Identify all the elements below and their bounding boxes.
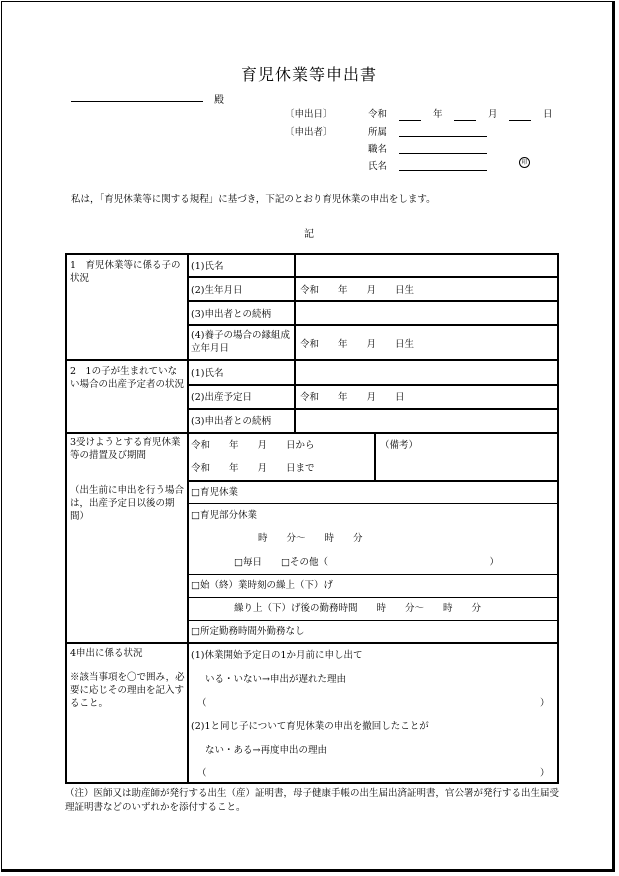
remarks-label: （備考）: [380, 440, 419, 451]
period-from-field[interactable]: 令和 年 月 日から: [191, 440, 315, 451]
s2-name-field[interactable]: [298, 362, 555, 383]
section-4-subnote: ※該当事項を〇で囲み，必要に応じその理由を記入すること。: [70, 672, 185, 709]
q1-reason-open: （: [197, 698, 207, 709]
s2-relation-label: (3)申出者との続柄: [191, 416, 271, 427]
section-divider: [67, 432, 557, 434]
row-divider: [187, 620, 557, 621]
month-label: 月: [488, 109, 498, 120]
row-divider: [187, 503, 557, 504]
month-field[interactable]: [454, 120, 476, 121]
q1-reason-close: ）: [540, 698, 550, 709]
s2-due-date-label: (2)出産予定日: [191, 392, 252, 403]
seal-mark-icon: 印: [519, 157, 530, 168]
s1-relation-label: (3)申出者との続柄: [191, 309, 271, 320]
day-field[interactable]: [509, 120, 531, 121]
day-label: 日: [543, 109, 553, 120]
row-divider: [187, 408, 557, 410]
section-3-subnote: （出生前に申出を行う場合は，出産予定日以後の期間）: [70, 485, 185, 522]
row-divider: [187, 384, 557, 386]
q2-reason-field[interactable]: [210, 765, 535, 781]
column-divider: [374, 432, 376, 480]
s1-birthdate-field[interactable]: 令和 年 月 日生: [300, 285, 415, 296]
q1-text: (1)休業開始予定日の1か月前に申し出て: [191, 650, 363, 661]
s1-adoption-label: (4)養子の場合の縁組成立年月日: [191, 330, 290, 354]
ki-heading: 記: [304, 229, 314, 240]
name-label: 氏名: [368, 161, 388, 172]
q2-text: (2)1と同じ子について育児休業の申出を撤回したことが: [191, 721, 429, 732]
position-label: 職名: [368, 144, 388, 155]
addressee-field[interactable]: [71, 101, 203, 102]
row-divider: [187, 574, 557, 575]
s1-child-name-field[interactable]: [298, 256, 555, 275]
partial-leave-frequency[interactable]: □毎日 □その他（ ）: [234, 557, 499, 568]
section-3-label: 3受けようとする育児休業等の措置及び期間: [70, 437, 181, 461]
applicant-label: 〔申出者〕: [285, 127, 333, 138]
s1-child-name-label: (1)氏名: [191, 261, 224, 272]
s2-name-label: (1)氏名: [191, 368, 224, 379]
dept-label: 所属: [368, 127, 388, 138]
option-no-overtime[interactable]: □所定勤務時間外勤務なし: [191, 626, 305, 637]
option-childcare-leave[interactable]: □育児休業: [191, 487, 238, 498]
row-divider: [187, 597, 557, 598]
row-divider: [187, 300, 557, 302]
s2-due-date-field[interactable]: 令和 年 月 日: [300, 392, 405, 403]
section-1-label: 1 育児休業等に係る子の状況: [70, 260, 181, 284]
footnote: （注）医師又は助産師が発行する出生（産）証明書，母子健康手帳の出生届出済証明書，官公署が発行する出生届受理証明書などのいずれかを添付すること。: [65, 788, 560, 813]
document-title: 育児休業等申出書: [240, 65, 377, 84]
s2-relation-field[interactable]: [298, 411, 555, 431]
option-partial-leave[interactable]: □育児部分休業: [191, 510, 257, 521]
s1-relation-field[interactable]: [298, 303, 555, 323]
s1-birthdate-label: (2)生年月日: [191, 285, 243, 296]
row-divider: [187, 276, 557, 278]
name-field[interactable]: [399, 170, 487, 171]
addressee-suffix: 殿: [214, 95, 224, 106]
year-field[interactable]: [399, 120, 421, 121]
column-divider: [294, 255, 296, 432]
q1-answer-field[interactable]: いる・いない→申出が遅れた理由: [205, 674, 346, 685]
q2-reason-open: （: [197, 768, 207, 779]
section-2-label: 2 1の子が生まれていない場合の出産予定者の状況: [70, 366, 185, 390]
s1-adoption-field[interactable]: 令和 年 月 日生: [300, 339, 415, 350]
document-page: [1, 1, 615, 872]
partial-leave-time-field[interactable]: 時 分～ 時 分: [258, 533, 363, 544]
q2-answer-field[interactable]: ない・ある→再度申出の理由: [205, 745, 327, 756]
section-divider: [67, 359, 557, 361]
q1-reason-field[interactable]: [210, 695, 535, 712]
section-4-label: 4申出に係る状況: [70, 648, 143, 659]
dept-field[interactable]: [399, 136, 487, 137]
shifted-hours-field[interactable]: 繰り上（下）げ後の勤務時間 時 分～ 時 分: [234, 603, 482, 614]
position-field[interactable]: [399, 153, 487, 154]
row-divider: [187, 324, 557, 326]
intro-text: 私は，「育児休業等に関する規程」に基づき，下記のとおり育児休業の申出をします。: [71, 194, 436, 205]
option-shift-hours[interactable]: □始（終）業時刻の繰上（下）げ: [191, 580, 333, 591]
period-to-field[interactable]: 令和 年 月 日まで: [191, 463, 315, 474]
date-era: 令和: [368, 109, 388, 120]
column-divider: [187, 255, 189, 782]
section-divider: [67, 642, 557, 644]
q2-reason-close: ）: [540, 768, 550, 779]
application-table: [65, 253, 559, 784]
date-label: 〔申出日〕: [285, 109, 333, 120]
year-label: 年: [433, 109, 443, 120]
row-divider: [187, 480, 557, 482]
